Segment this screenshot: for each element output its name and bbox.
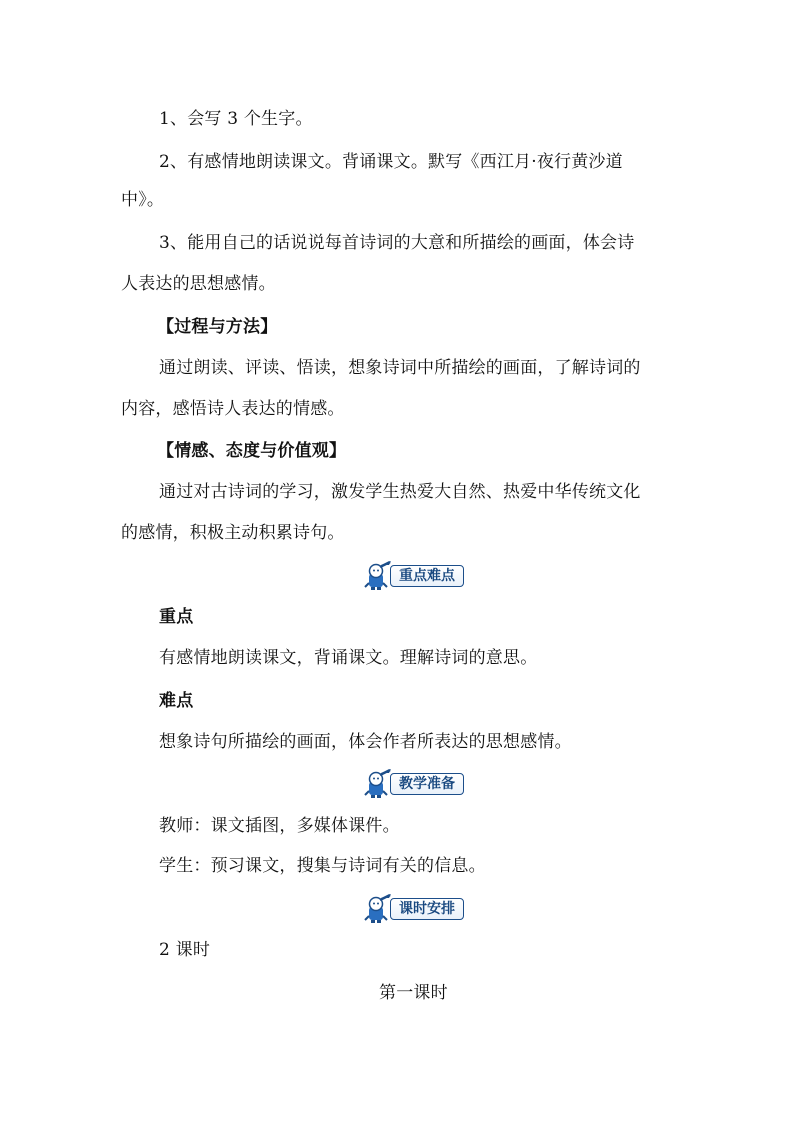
first-lesson-title: 第一课时 xyxy=(379,983,448,1003)
pencil-mascot-icon xyxy=(360,769,394,799)
key-difficult-badge-label: 重点难点 xyxy=(390,565,464,587)
emotion-values-line-1: 通过对古诗词的学习，激发学生热爱大自然、热爱中华传统文化 xyxy=(159,482,641,502)
process-method-heading: 【过程与方法】 xyxy=(157,317,278,337)
student-preparation: 学生：预习课文，搜集与诗词有关的信息。 xyxy=(159,856,486,876)
schedule-badge xyxy=(360,895,464,923)
key-heading: 重点 xyxy=(159,607,194,627)
emotion-values-line-2: 的感情，积极主动积累诗句。 xyxy=(121,523,345,543)
difficult-heading: 难点 xyxy=(159,691,194,711)
pencil-mascot-icon xyxy=(360,894,394,924)
objective-item-2-line-2: 中》。 xyxy=(121,190,165,210)
objective-item-3-line-2: 人表达的思想感情。 xyxy=(121,274,276,294)
process-method-line-1: 通过朗读、评读、悟读，想象诗词中所描绘的画面，了解诗词的 xyxy=(159,358,641,378)
difficult-text: 想象诗句所描绘的画面，体会作者所表达的思想感情。 xyxy=(159,732,572,752)
objective-item-1: 1、会写 3 个生字。 xyxy=(159,109,313,129)
pencil-mascot-icon xyxy=(360,561,394,591)
preparation-badge-label: 教学准备 xyxy=(390,773,464,795)
preparation-badge xyxy=(360,770,464,798)
emotion-values-heading: 【情感、态度与价值观】 xyxy=(157,441,347,461)
key-difficult-badge xyxy=(360,562,464,590)
process-method-line-2: 内容，感悟诗人表达的情感。 xyxy=(121,399,345,419)
teacher-preparation: 教师：课文插图，多媒体课件。 xyxy=(159,816,400,836)
objective-item-2-line-1: 2、有感情地朗读课文。背诵课文。默写《西江月·夜行黄沙道 xyxy=(159,152,623,172)
key-text: 有感情地朗读课文，背诵课文。理解诗词的意思。 xyxy=(159,648,538,668)
objective-item-3-line-1: 3、能用自己的话说说每首诗词的大意和所描绘的画面，体会诗 xyxy=(159,233,635,253)
schedule-badge-label: 课时安排 xyxy=(390,898,464,920)
lesson-hours: 2 课时 xyxy=(159,940,211,960)
